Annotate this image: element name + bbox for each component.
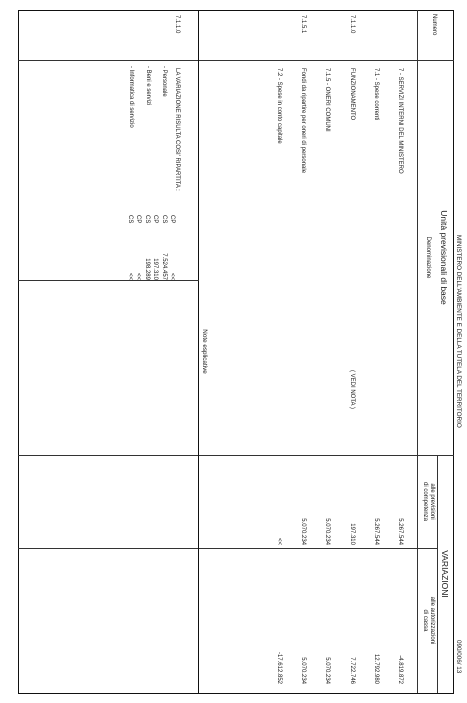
table-border-top <box>453 10 454 693</box>
row-denominazione: 7.1 - Spese correnti <box>373 68 379 121</box>
header-denominazione: Denominazione <box>425 236 431 279</box>
note-numero: 7.1.1.0 <box>174 15 180 34</box>
header-separator <box>417 10 418 693</box>
col-sep-competenza <box>18 548 438 549</box>
note-title: LA VARIAZIONE RISULTA COSI' RIPARTITA : <box>174 68 180 191</box>
row-competenza: 5.070.234 <box>300 518 306 545</box>
row-cassa: 7.722.746 <box>349 657 355 684</box>
row-cassa: 5.070.234 <box>324 657 330 684</box>
row-competenza: 5.267.544 <box>397 518 403 545</box>
row-competenza: << <box>276 537 282 545</box>
row-denominazione: FUNZIONAMENTO <box>349 68 355 121</box>
col-sep-denominazione <box>18 455 454 456</box>
header-cassa-line1: alle autorizzazioni <box>429 596 435 645</box>
row-denominazione: 7 - SERVIZI INTERNI DEL MINISTERO <box>397 68 403 174</box>
note-item-cp-value: 197.310 <box>152 258 158 280</box>
col-sep-numero <box>18 60 454 61</box>
row-competenza: 5.267.544 <box>373 518 379 545</box>
note-item-cs-value: 198.289 <box>144 258 150 280</box>
note-item-label: - Beni e servizi <box>145 66 151 106</box>
header-upb: Unità previsionali di base <box>439 210 449 305</box>
table-border-bottom <box>18 10 19 693</box>
row-cassa: -4.819.872 <box>397 655 403 684</box>
note-item-cs-value: << <box>127 272 133 280</box>
note-item-cp: CP <box>152 215 158 224</box>
note-item-cs: CS <box>144 215 150 224</box>
note-item-label: - Informatica di servizio <box>128 66 134 128</box>
table-border-left <box>18 10 454 11</box>
row-numero: 7.1.1.0 <box>349 15 355 34</box>
note-item-cs: CS <box>161 215 167 224</box>
header-competenza-line1: alle previsioni <box>429 483 435 520</box>
row-denominazione: 7.1.5 - ONERI COMUNI <box>324 68 330 132</box>
note-item-cp-value: << <box>135 272 141 280</box>
row-note-ref: ( VEDI NOTA ) <box>349 370 355 409</box>
header-cassa-line2: di cassa <box>422 609 428 632</box>
notes-heading: Note esplicative <box>201 329 208 374</box>
notes-separator <box>198 10 199 693</box>
ministry-title: MINISTERO DELL'AMBIENTE E DELLA TUTELA DEL TERRITORIO <box>455 235 462 428</box>
row-cassa: -17.612.852 <box>276 651 282 684</box>
row-competenza: 5.070.234 <box>324 518 330 545</box>
header-numero: Numero <box>431 14 437 36</box>
variazioni-subheader-line <box>437 455 438 693</box>
notes-mid-line <box>18 280 199 281</box>
row-numero: 7.1.5.1 <box>300 15 306 34</box>
table-border-right <box>18 693 454 694</box>
note-item-label: - Personale <box>161 66 167 97</box>
header-variazioni: VARIAZIONI <box>440 550 450 598</box>
note-item-cp: CP <box>135 215 141 224</box>
note-item-cs-value: 7.524.457 <box>161 253 167 280</box>
note-item-cp-value: << <box>169 272 175 280</box>
row-competenza: 197.310 <box>349 523 355 545</box>
note-item-cs: CS <box>127 215 133 224</box>
row-cassa: 12.792.980 <box>373 653 379 684</box>
header-competenza-line2: di competenza <box>422 481 428 522</box>
note-item-cp: CP <box>169 215 175 224</box>
row-denominazione: Fondi da ripartire per oneri di personale <box>300 68 306 174</box>
row-cassa: 5.070.234 <box>300 657 306 684</box>
row-denominazione: 7.2 - Spese in conto capitale <box>276 68 282 144</box>
page-code: 090/006/ 13 <box>455 640 462 674</box>
